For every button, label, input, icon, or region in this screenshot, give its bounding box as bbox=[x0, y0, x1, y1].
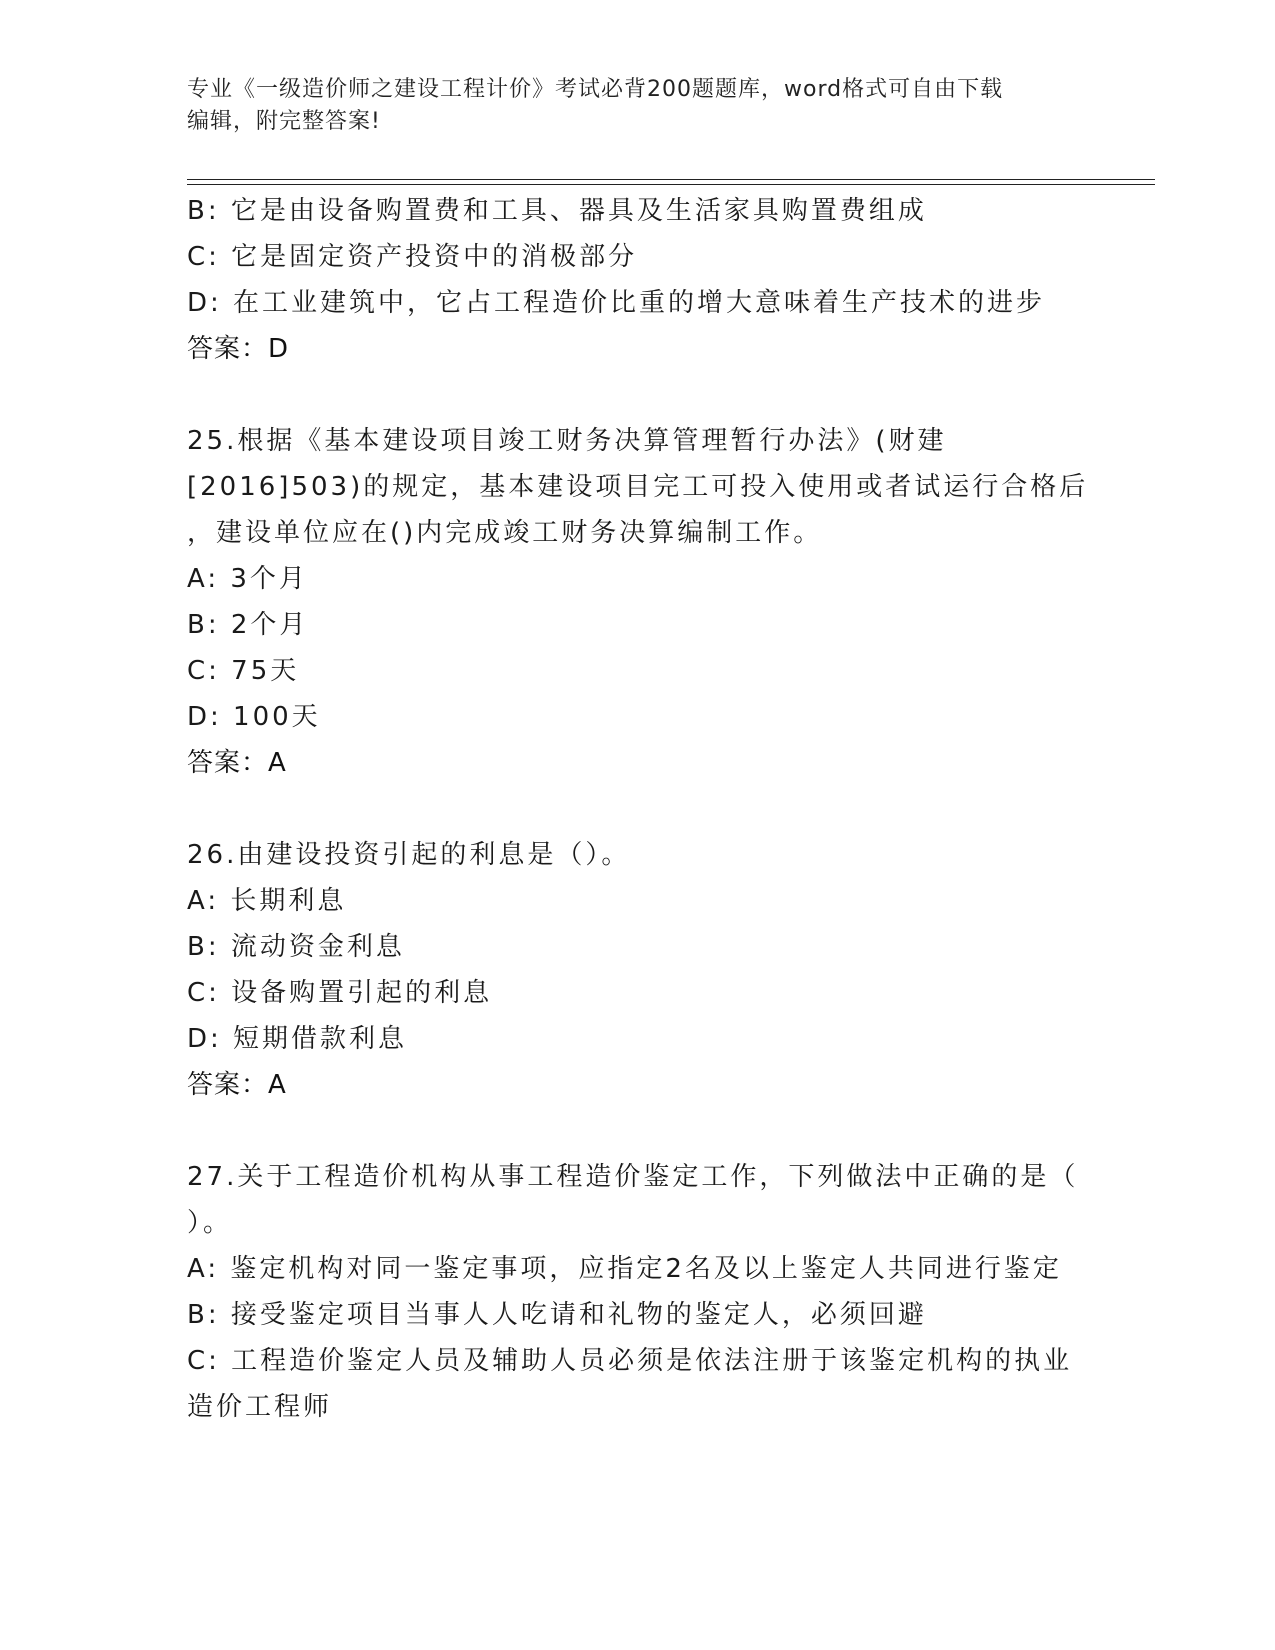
question-26-option-b: B: 流动资金利息 bbox=[187, 932, 405, 962]
question-25-answer: 答案：A bbox=[187, 748, 287, 778]
question-25-option-c: C: 75天 bbox=[187, 656, 300, 686]
spacer bbox=[187, 1108, 1087, 1154]
question-27-option-b: B: 接受鉴定项目当事人人吃请和礼物的鉴定人，必须回避 bbox=[187, 1300, 927, 1330]
question-26-option-d: D: 短期借款利息 bbox=[187, 1024, 408, 1054]
question-26 bbox=[187, 832, 1087, 1108]
header-title-line-2: 编辑，附完整答案! bbox=[187, 109, 381, 134]
question-26-stem: 26.由建设投资引起的利息是（）。 bbox=[187, 840, 631, 870]
question-26-option-a: A: 长期利息 bbox=[187, 886, 347, 916]
question-27-option-a: A: 鉴定机构对同一鉴定事项，应指定2名及以上鉴定人共同进行鉴定 bbox=[187, 1254, 1062, 1284]
question-24-option-b: B: 它是由设备购置费和工具、器具及生活家具购置费组成 bbox=[187, 196, 927, 226]
question-25-option-b: B: 2个月 bbox=[187, 610, 309, 640]
question-24-option-d: D: 在工业建筑中，它占工程造价比重的增大意味着生产技术的进步 bbox=[187, 288, 1046, 318]
question-25 bbox=[187, 418, 1087, 786]
header-title-line-1: 专业《一级造价师之建设工程计价》考试必背200题题库，word格式可自由下载 bbox=[187, 77, 1004, 102]
document-header bbox=[187, 74, 1087, 138]
header-divider-top bbox=[187, 179, 1155, 180]
question-27-stem-line-2: ）。 bbox=[187, 1208, 233, 1238]
question-25-option-d: D: 100天 bbox=[187, 702, 321, 732]
question-27-stem-line-1: 27.关于工程造价机构从事工程造价鉴定工作，下列做法中正确的是（ bbox=[187, 1162, 1079, 1192]
question-25-stem-line-3: ，建设单位应在()内完成竣工财务决算编制工作。 bbox=[187, 518, 823, 548]
spacer bbox=[187, 372, 1087, 418]
spacer bbox=[187, 786, 1087, 832]
question-list bbox=[187, 188, 1087, 1430]
question-26-option-c: C: 设备购置引起的利息 bbox=[187, 978, 493, 1008]
question-25-option-a: A: 3个月 bbox=[187, 564, 308, 594]
question-27-option-c-line-2: 造价工程师 bbox=[187, 1392, 333, 1422]
question-27-option-c-line-1: C: 工程造价鉴定人员及辅助人员必须是依法注册于该鉴定机构的执业 bbox=[187, 1346, 1073, 1376]
question-26-answer: 答案：A bbox=[187, 1070, 287, 1100]
question-25-stem-line-2: [2016]503)的规定，基本建设项目完工可投入使用或者试运行合格后 bbox=[187, 472, 1089, 502]
question-24-option-c: C: 它是固定资产投资中的消极部分 bbox=[187, 242, 638, 272]
question-24 bbox=[187, 188, 1087, 372]
question-27 bbox=[187, 1154, 1087, 1430]
question-24-answer: 答案：D bbox=[187, 334, 290, 364]
header-divider-bottom bbox=[187, 184, 1155, 185]
question-25-stem-line-1: 25.根据《基本建设项目竣工财务决算管理暂行办法》(财建 bbox=[187, 426, 947, 456]
